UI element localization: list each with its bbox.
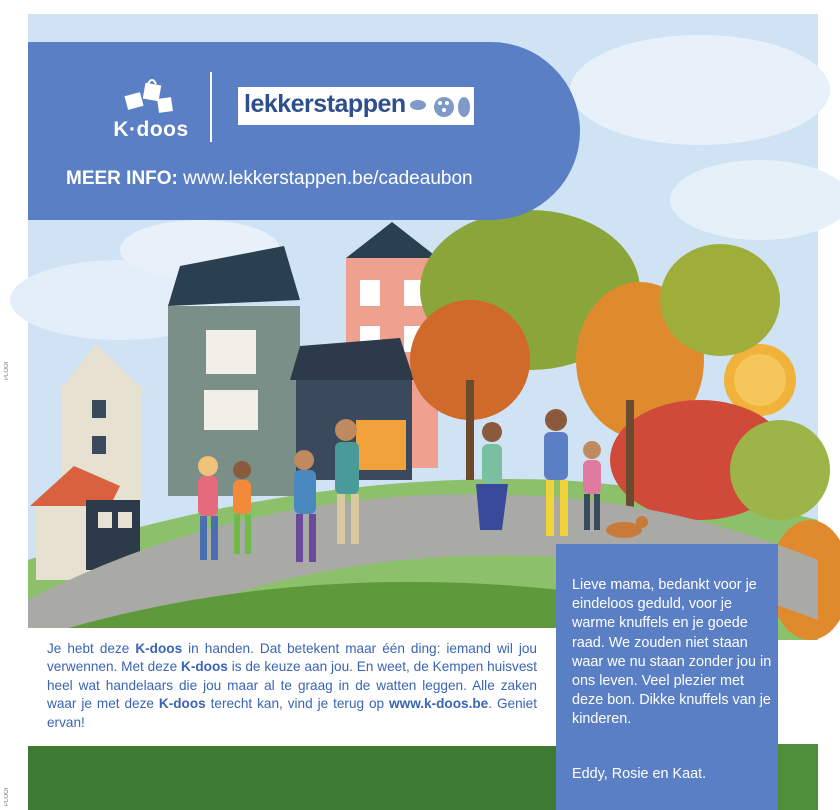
logo-divider	[210, 72, 212, 142]
brand-mention: K-doos	[135, 641, 183, 656]
intro-text: in handen. Dat betekent maar één ding: iemand wil jou verwennen. Met deze	[47, 641, 537, 675]
intro-text: . Geniet ervan!	[47, 696, 538, 730]
intro-text: terecht kan, vind je terug op	[205, 696, 390, 712]
intro-text: Je hebt deze	[47, 641, 136, 656]
k-doos-logo	[108, 72, 194, 144]
message-signature: Eddy, Rosie en Kaat.	[572, 766, 707, 782]
website-link[interactable]: www.k-doos.be	[389, 696, 489, 712]
fold-mark: PLOOI	[4, 361, 10, 380]
intro-paragraph	[47, 640, 537, 732]
personal-message-box	[556, 544, 778, 810]
brand-mention: K-doos	[158, 696, 206, 712]
k-doos-wordmark: K·doos	[113, 118, 189, 141]
more-info-line	[66, 168, 473, 190]
intro-text: is de keuze aan jou. En weet, de Kempen huisvest heel wat handelaars die jou maar al te graag in de watten leggen. Alle zaken waar je met deze	[47, 659, 537, 712]
lekkerstappen-logo	[238, 87, 474, 125]
fold-mark: PLOOI	[4, 787, 10, 806]
gift-boxes-icon	[108, 72, 194, 120]
more-info-label: MEER INFO:	[66, 168, 178, 189]
more-info-url[interactable]: www.lekkerstappen.be/cadeaubon	[183, 168, 473, 189]
brand-mention: K-doos	[181, 659, 228, 675]
shoe-prints-icon	[404, 89, 472, 123]
lekkerstappen-wordmark: lekkerstappen	[244, 90, 406, 118]
message-text: Lieve mama, bedankt voor je eindeloos geduld, voor je warme knuffels en je goede raad. We zouden niet staan waar we nu staan zonder jou in ons leven. Veel plezier met deze bon. Dikke knuffels van je kinderen.	[572, 577, 772, 728]
